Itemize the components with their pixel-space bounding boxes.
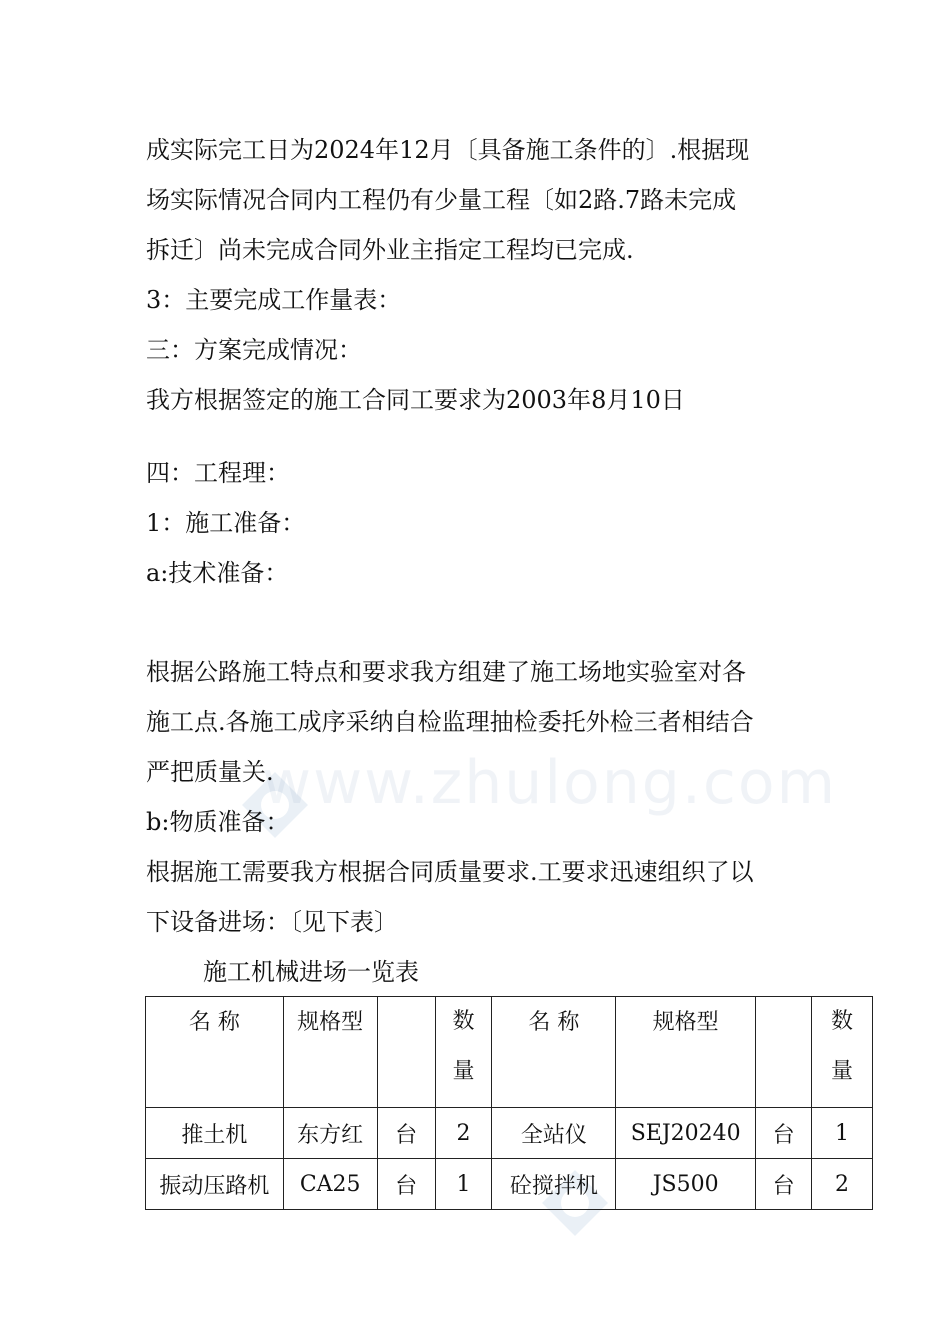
table-caption: 施工机械进场一览表 (203, 958, 419, 986)
equipment-table (145, 996, 873, 1210)
paragraph-line: 我方根据签定的施工合同工要求为2003年8月10日 (146, 386, 685, 414)
header-cell-spec: 规格型 (616, 997, 756, 1108)
section-heading: 三：方案完成情况： (146, 336, 362, 364)
table-cell: 振动压路机 (146, 1159, 284, 1210)
paragraph-line: 成实际完工日为2024年12月〔具备施工条件的〕.根据现 (146, 136, 750, 164)
header-cell-qty: 数 量 (435, 997, 492, 1108)
table-row (146, 1159, 873, 1210)
section-heading: a:技术准备： (146, 559, 289, 587)
table-cell: 台 (377, 1159, 435, 1210)
paragraph-line: 施工点.各施工成序采纳自检监理抽检委托外检三者相结合 (146, 708, 754, 736)
section-heading: 四：工程理： (146, 459, 290, 487)
header-cell-qty: 数 量 (812, 997, 873, 1108)
paragraph-line: 根据施工需要我方根据合同质量要求.工要求迅速组织了以 (146, 858, 754, 886)
paragraph-line: 下设备进场：〔见下表〕 (146, 908, 398, 936)
table-cell: 台 (377, 1108, 435, 1159)
table-cell: 东方红 (283, 1108, 377, 1159)
paragraph-line: 根据公路施工特点和要求我方组建了施工场地实验室对各 (146, 658, 746, 686)
table-cell: CA25 (283, 1159, 377, 1210)
header-cell-spec: 规格型 (283, 997, 377, 1108)
table-row (146, 1108, 873, 1159)
section-heading: 1：施工准备： (146, 509, 306, 537)
table-cell: SEJ20240 (616, 1108, 756, 1159)
table-header-row (146, 997, 873, 1108)
table-cell: 砼搅拌机 (492, 1159, 616, 1210)
header-cell-unit (377, 997, 435, 1108)
watermark-text: www.zhulong.com (262, 748, 838, 818)
paragraph-line: 严把质量关. (146, 758, 274, 786)
table-cell: 1 (435, 1159, 492, 1210)
table-cell: 台 (756, 1108, 812, 1159)
table-cell: 推土机 (146, 1108, 284, 1159)
table-cell: 2 (435, 1108, 492, 1159)
section-heading: 3：主要完成工作量表： (146, 286, 402, 314)
paragraph-line: 拆迁〕尚未完成合同外业主指定工程均已完成. (146, 236, 634, 264)
header-cell-name: 名 称 (146, 997, 284, 1108)
table-cell: 全站仪 (492, 1108, 616, 1159)
section-heading: b:物质准备： (146, 808, 290, 836)
table-cell: 2 (812, 1159, 873, 1210)
table-cell: 1 (812, 1108, 873, 1159)
table-cell: 台 (756, 1159, 812, 1210)
header-cell-unit (756, 997, 812, 1108)
table-cell: JS500 (616, 1159, 756, 1210)
header-cell-name: 名 称 (492, 997, 616, 1108)
paragraph-line: 场实际情况合同内工程仍有少量工程〔如2路.7路未完成 (146, 186, 737, 214)
